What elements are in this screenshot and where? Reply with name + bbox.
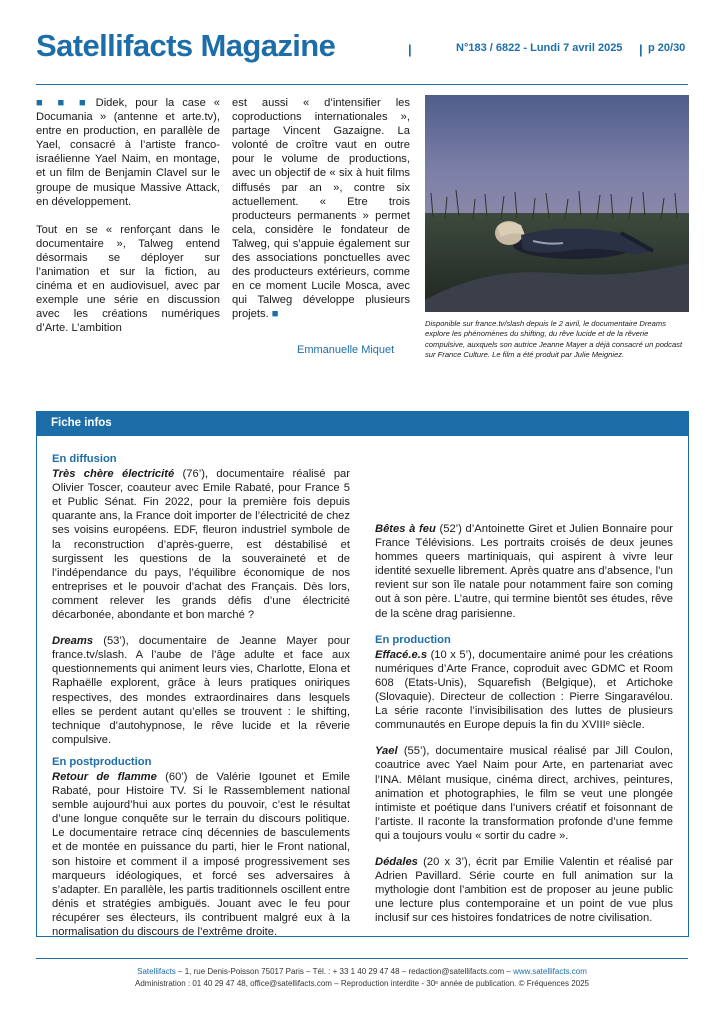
fiche-infos-title: Fiche infos (51, 417, 112, 429)
masthead (36, 28, 688, 72)
footer-brand: Satellifacts (137, 967, 176, 976)
footer (0, 966, 724, 990)
work-title: Dédales (375, 855, 418, 868)
fiche-column-1 (52, 452, 350, 951)
photo-woman-lying-in-grass (425, 95, 689, 312)
column-continuation-space (375, 452, 673, 522)
paragraph-text: est aussi « d’intensifier les coproductions internationales », partage Vincent Gazaigne. La volonté de croître vaut en outre pour le volume de productions, avec un objectif de « six à huit films diffusés par an », contre six actuellement. « Etre trois producteurs permanents » permet cela, considère le fondateur de Talweg, qui s’appuie également sur des associations ponctuelles avec des producteurs extérieurs, comme en ce moment Lucile Mosca, avec qui Talweg développe plusieurs projets. (232, 97, 410, 321)
photo-caption: Disponible sur france.tv/slash depuis le 2 avril, le documentaire Dreams explore les phénomènes du shifting, du rêve lucide et de la rêverie compulsive, auxquels son autrice Jeanne Mayer a déjà consacré un podcast sur France Culture. Le film a été produit par Julie Meigniez. (425, 319, 683, 360)
entry-text: (20 x 3’), écrit par Emilie Valentin et réalisé par Adrien Pavillard. Série courte en full animation sur la mythologie dont l’ambition est de proposer au jeune public une lecture plus contemporaine et un point de vue plus inclusif sur ces histoires fondatrices de notre civilisation. (375, 855, 673, 925)
entry-text: (76’), documentaire réalisé par Olivier Toscer, coauteur avec Emile Rabaté, pour France 5 et Public Sénat. Fin 2022, pour la première fois depuis quarante ans, la France doit importer de l’électricité de chez ses voisins européens. EDF, fleuron industriel symbole de la reconstruction d’après-guerre, est déstabilisé et surgissent les questions de la souveraineté et de l’indépendance du pays, l’équilibre économique de nos entreprises et le pouvoir d’achat des Français. Dès lors, comment relever les grands défis d’une électricité décarbonée, abondante et bon marché ? (52, 468, 350, 622)
entry-text: (10 x 5’), documentaire animé pour les créations numériques d’Arte France, coproduit avec GDMC et Room 608 (Etats-Unis), Squarefish (Belgique), et Artichoke (Slovaquie). Directeur de collection : Pierre Singaravélou. La série raconte l’invisibilisation des luttes de plusieurs communautés en Europe depuis la fin du XVIIIᵉ siècle. (375, 648, 673, 732)
fiche-entry (52, 467, 350, 622)
entry-text: (55’), documentaire musical réalisé par Jill Coulon, coautrice avec Yael Naim pour Arte, en partenariat avec l’INA. Mêlant musique, cinéma direct, archives, peintures, animation et photographies, le film se veut une plongée intimiste et poétique dans l’univers créatif et foisonnant de l’artiste. Il raconte la transformation profonde d’une femme qui a toujours voulu « sortir du cadre ». (375, 745, 673, 842)
work-title: Yael (375, 745, 398, 758)
fiche-entry (375, 648, 673, 733)
footer-line-1 (0, 966, 724, 978)
paragraph-text: Tout en se « renforçant dans le documentaire », Talweg entend désormais se déployer sur l’animation et sur la fiction, au cinéma et en audiovisuel, avec par exemple une série en discussion avec les créations numériques d’Arte. L’ambition (36, 223, 220, 335)
paragraph-text: Didek, pour la case « Documania » (antenne et arte.tv), entre en production, en parallèle de Yael, consacré à l’artiste franco-israélienne Yael Naim, en montage, et un film de Benjamin Clavel sur le groupe de musique Massive Attack, en développement. (36, 97, 220, 208)
work-title: Effacé.e.s (375, 648, 428, 661)
article-paragraph (232, 96, 410, 322)
lead-marker: ■ ■ ■ (36, 97, 92, 109)
header-separator: | (408, 42, 412, 57)
fiche-entry (52, 770, 350, 939)
photo-illustration (425, 95, 689, 312)
fiche-entry (375, 744, 673, 843)
work-title: Très chère électricité (52, 468, 175, 481)
fiche-entry (375, 855, 673, 925)
issue-info: N°183 / 6822 - Lundi 7 avril 2025 (456, 42, 623, 54)
magazine-title: Satellifacts Magazine (36, 28, 336, 63)
entry-text: (52’) d’Antoinette Giret et Julien Bonnaire pour France Télévisions. Les portraits croisés de deux jeunes hommes queers martiniquais, qui aspirent à vivre leur identité sexuelle librement. Après quatre ans d’absence, l’un revient sur son île natale pour notamment faire son coming out à son père. L’autre, qui termine bientôt ses études, rêve de la scène drag parisienne. (375, 523, 673, 620)
work-title: Dreams (52, 635, 94, 648)
footer-contact: – 1, rue Denis-Poisson 75017 Paris – Tél. : + 33 1 40 29 47 48 – redaction@satellifacts.com – (175, 967, 514, 976)
end-marker: ■ (271, 308, 279, 321)
section-heading-diffusion: En diffusion (52, 453, 117, 465)
fiche-infos-header (37, 412, 688, 436)
entry-text: (53’), documentaire de Jeanne Mayer pour france.tv/slash. A l’aube de l’âge adulte et face aux questionnements qui animent leurs vies, Charlotte, Elona et Raphaëlle explorent, grâce à leurs pratiques oniriques respectives, des mondes extraordinaires dans lesquels elles se perdent autant qu’elles se trouvent : le shifting, technique d’autohypnose, le rêve lucide et la rêverie compulsive. (52, 635, 350, 746)
article-paragraph (36, 223, 220, 336)
footer-rule (36, 958, 688, 959)
footer-line-2: Administration : 01 40 29 47 48, office@satellifacts.com – Reproduction interdite - 30ᵉ année de publication. © Fréquences 2025 (135, 979, 589, 988)
fiche-column-2 (375, 452, 673, 937)
fiche-entry (52, 634, 350, 747)
entry-text: (60’) de Valérie Igounet et Emile Rabaté, pour Histoire TV. Si le Rassemblement national semble aujourd’hui aux portes du pouvoir, c’est le résultat d’une longue conquête sur le terrain du discours politique. Le documentaire retrace cinq décennies de basculements et de montée en puissance du parti, hier le Front national, son histoire et comment il a imposé progressivement ses marqueurs idéologiques, et forcé ses adversaires à s’adapter. En parallèle, les partis traditionnels oscillent entre dénis et stratégies ambiguës. Jouant avec le feu pour récupérer ses électeurs, ils contribuent malgré eux à la normalisation du discours de l’extrême droite. (52, 770, 350, 938)
work-title: Bêtes à feu (375, 523, 436, 535)
article-column-2 (232, 96, 410, 322)
header-separator-2: | (639, 42, 643, 57)
header-rule (36, 84, 688, 85)
footer-website-link[interactable]: www.satellifacts.com (513, 967, 587, 976)
article-paragraph (36, 96, 220, 209)
work-title: Retour de flamme (52, 770, 157, 783)
article-column-1 (36, 96, 220, 336)
section-heading-postproduction: En postproduction (52, 755, 152, 768)
author-byline: Emmanuelle Miquet (297, 344, 395, 356)
section-heading-production: En production (375, 633, 451, 646)
fiche-infos-box (36, 411, 689, 937)
fiche-entry (375, 522, 673, 621)
page-number: p 20/30 (648, 42, 686, 54)
